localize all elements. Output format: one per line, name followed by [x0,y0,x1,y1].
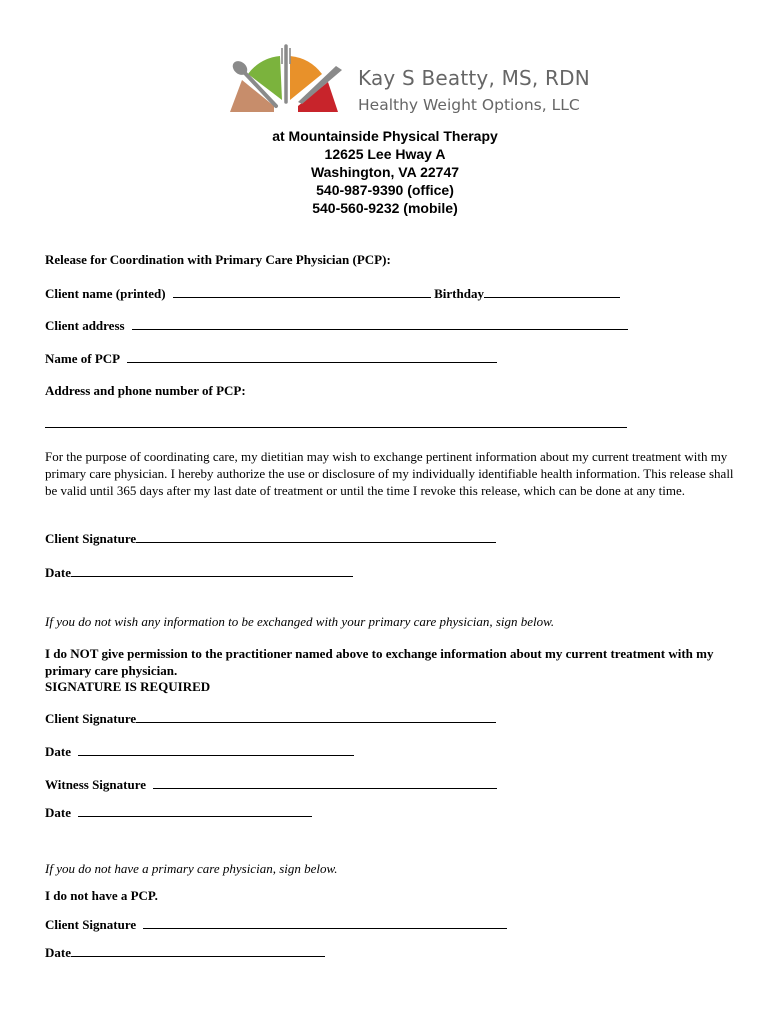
no-permission-text: I do NOT give permission to the practitioner named above to exchange information about my current treatment with my primary care physician. [45,646,714,678]
fork-spoon-knife-plate-icon [218,40,353,120]
pcp-address-field[interactable] [45,427,627,428]
date-row [45,564,353,581]
client-address-field[interactable] [132,317,628,330]
client-signature-row [45,530,496,547]
date-row-3 [45,804,312,821]
client-signature-label-2: Client Signature [45,711,137,726]
date-field-4[interactable] [71,944,325,957]
location-line: at Mountainside Physical Therapy [272,128,498,144]
client-signature-row-3 [45,916,507,933]
form-title: Release for Coordination with Primary Care Physician (PCP): [45,252,391,267]
city-line: Washington, VA 22747 [310,164,460,180]
signature-required: SIGNATURE IS REQUIRED [45,679,211,694]
client-signature-field[interactable] [136,530,496,543]
pcp-name-field[interactable] [127,350,497,363]
pcp-name-row [45,350,497,367]
date-label-2: Date [45,744,71,759]
date-field-3[interactable] [78,804,312,817]
client-signature-label: Client Signature [45,531,137,546]
client-address-label: Client address [45,318,125,333]
date-field-2[interactable] [78,743,354,756]
witness-signature-row [45,776,497,793]
client-name-label: Client name (printed) [45,286,166,301]
date-row-2 [45,743,354,760]
client-signature-field-3[interactable] [143,916,507,929]
birthday-field[interactable] [484,285,620,298]
date-label-3: Date [45,805,71,820]
pcp-name-label: Name of PCP [45,351,120,366]
no-pcp-text: I do not have a PCP. [45,888,158,903]
client-address-row [45,317,628,334]
witness-signature-field[interactable] [153,776,497,789]
date-field[interactable] [71,564,353,577]
street-line: 12625 Lee Hway A [324,146,446,162]
date-row-4 [45,944,325,961]
client-signature-field-2[interactable] [136,710,496,723]
no-exchange-note: If you do not wish any information to be exchanged with your primary care physician, sign below. [45,614,555,629]
no-pcp-note: If you do not have a primary care physician, sign below. [45,861,338,876]
client-signature-label-3: Client Signature [45,917,137,932]
mobile-phone: 540-560-9232 (mobile) [312,200,458,216]
pcp-address-label: Address and phone number of PCP: [45,383,246,398]
address-block [0,127,770,217]
witness-signature-label: Witness Signature [45,777,147,792]
client-name-field[interactable] [173,285,431,298]
client-name-row [45,285,620,302]
logo [218,40,590,130]
date-label: Date [45,565,71,580]
dietitian-name: Kay S Beatty, MS, RDN [358,66,590,90]
date-label-4: Date [45,945,71,960]
client-signature-row-2 [45,710,496,727]
company-name: Healthy Weight Options, LLC [358,96,580,114]
authorization-text: For the purpose of coordinating care, my dietitian may wish to exchange pertinent information about my current treatment with my primary care physician. I hereby authorize the use or disclosure of my individually identifiable health information. This release shall be valid until 365 days after my last date of treatment or until the time I revoke this release, which can be done at any time. [45,449,734,498]
birthday-label: Birthday [434,286,484,301]
office-phone: 540-987-9390 (office) [316,182,454,198]
